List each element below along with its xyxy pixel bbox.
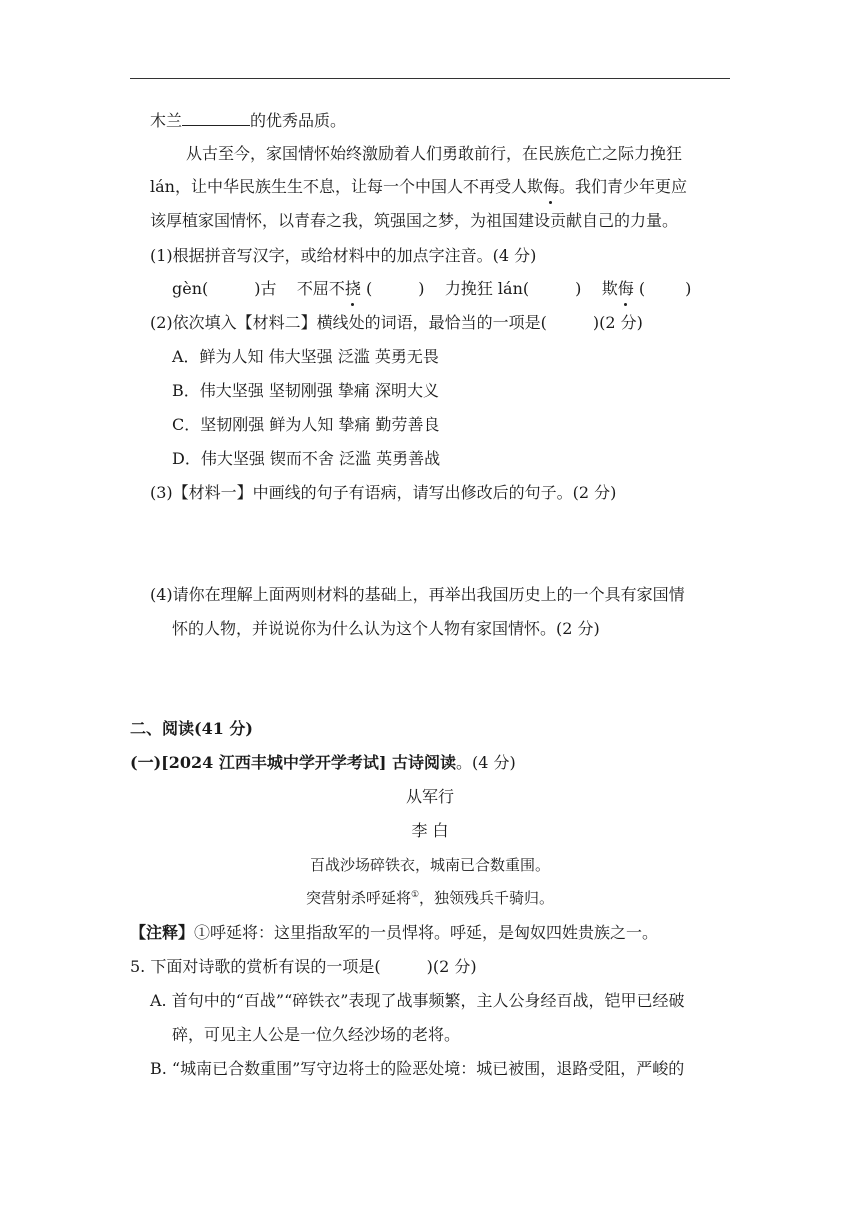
question-2-option-b: B．伟大坚强 坚韧刚强 挚痛 深明大义 bbox=[172, 381, 440, 400]
top-line-pre: 木兰 bbox=[150, 111, 183, 130]
question-5-option-a-line-2: 碎，可见主人公是一位久经沙场的老将。 bbox=[172, 1025, 461, 1044]
footnote-marker: ① bbox=[410, 890, 420, 900]
question-5-prompt: 5. 下面对诗歌的赏析有误的一项是( )(2 分) bbox=[130, 957, 477, 976]
poem-note: 【注释】①呼延将：这里指敌军的一员悍将。呼延，是匈奴四姓贵族之一。 bbox=[130, 923, 659, 942]
material-two-line-1: 从古至今，家国情怀始终激励着人们勇敢前行，在民族危亡之际力挽狂 bbox=[186, 144, 683, 163]
question-4-line-1: (4)请你在理解上面两则材料的基础上，再举出我国历史上的一个具有家国情 bbox=[150, 585, 685, 604]
material-two-line-2: lán，让中华民族生生不息，让每一个中国人不再受人欺侮。我们青少年更应 bbox=[150, 177, 687, 196]
question-2-option-d: D．伟大坚强 锲而不舍 泛滥 英勇善战 bbox=[172, 449, 441, 468]
question-4-line-2: 怀的人物，并说说你为什么认为这个人物有家国情怀。(2 分) bbox=[172, 619, 600, 638]
question-5-option-b-line-1: B. “城南已合数重围”写守边将士的险恶处境：城已被围，退路受阻，严峻的 bbox=[150, 1059, 685, 1078]
question-2-option-a: A．鲜为人知 伟大坚强 泛滥 英勇无畏 bbox=[172, 347, 439, 366]
header-rule bbox=[130, 78, 730, 79]
section-2-subheading: (一)[2024 江西丰城中学开学考试] 古诗阅读。(4 分) bbox=[130, 753, 516, 772]
section-2-heading: 二、阅读(41 分) bbox=[130, 719, 253, 738]
poem-title: 从军行 bbox=[405, 787, 454, 806]
poem-line-2: 突营射杀呼延将①，独领残兵千骑归。 bbox=[305, 889, 555, 907]
dotted-char: 侮 bbox=[542, 177, 559, 196]
question-1-prompt: (1)根据拼音写汉字，或给材料中的加点字注音。(4 分) bbox=[150, 246, 537, 265]
question-2-option-c: C．坚韧刚强 鲜为人知 挚痛 勤劳善良 bbox=[172, 415, 440, 434]
question-2-prompt: (2)依次填入【材料二】横线处的词语，最恰当的一项是( )(2 分) bbox=[150, 313, 643, 332]
top-line bbox=[150, 110, 346, 132]
answer-blank bbox=[182, 111, 250, 126]
poem-author: 李 白 bbox=[411, 821, 449, 840]
question-3-prompt: (3)【材料一】中画线的句子有语病，请写出修改后的句子。(2 分) bbox=[150, 483, 617, 502]
poem-line-1: 百战沙场碎铁衣，城南已合数重围。 bbox=[309, 856, 550, 874]
question-5-option-a-line-1: A. 首句中的“百战”“碎铁衣”表现了战事频繁，主人公身经百战，铠甲已经破 bbox=[150, 991, 685, 1010]
dotted-char: 挠 bbox=[344, 279, 361, 298]
top-line-post: 的优秀品质。 bbox=[250, 111, 347, 130]
material-two-line-3: 该厚植家国情怀，以青春之我，筑强国之梦，为祖国建设贡献自己的力量。 bbox=[150, 211, 679, 230]
dotted-char: 侮 bbox=[617, 279, 634, 298]
question-1-items: gèn( )古 不屈不挠 ( ) 力挽狂 lán( ) 欺侮 ( ) bbox=[172, 279, 692, 298]
